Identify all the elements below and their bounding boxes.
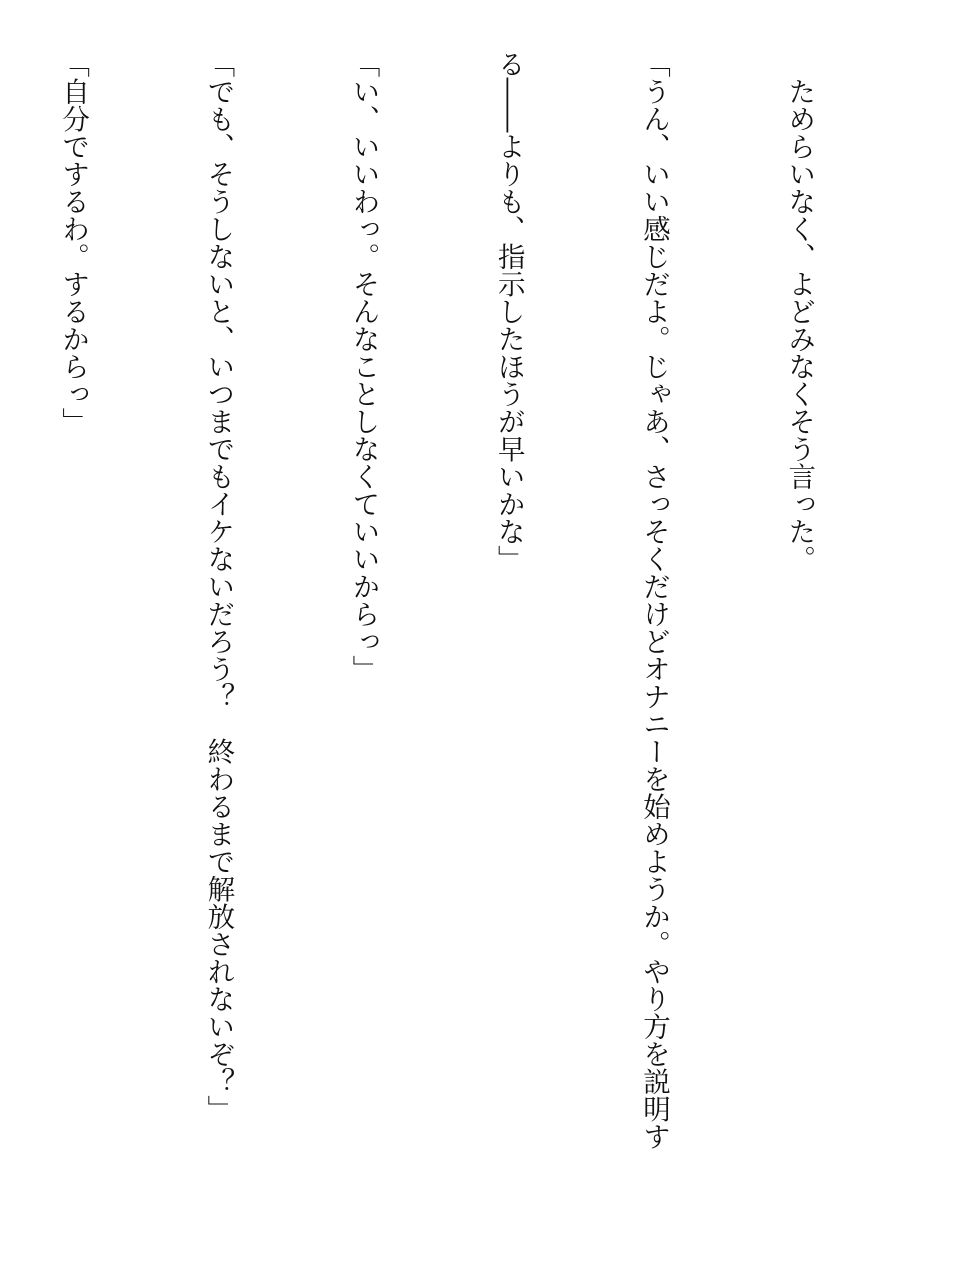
text-line: 「うん、いい感じだよ。じゃあ、さっそくだけどオナニーを始めようか。やり方を説明す [637, 50, 670, 1150]
text-line: 「でも、そうしないと、いつまでもイケないだろう？ 終わるまで解放されないぞ？」 [202, 50, 235, 1123]
text-line: 「自分でするわ。するからっ」 [57, 50, 90, 435]
text-line: る――よりも、指示したほうが早いかな」 [492, 50, 525, 573]
text-line: 「い、いいわっ。そんなことしなくていいからっ」 [347, 50, 380, 683]
text-line: ためらいなく、よどみなくそう言った。 [783, 50, 816, 573]
vertical-text-body [0, 50, 920, 1250]
